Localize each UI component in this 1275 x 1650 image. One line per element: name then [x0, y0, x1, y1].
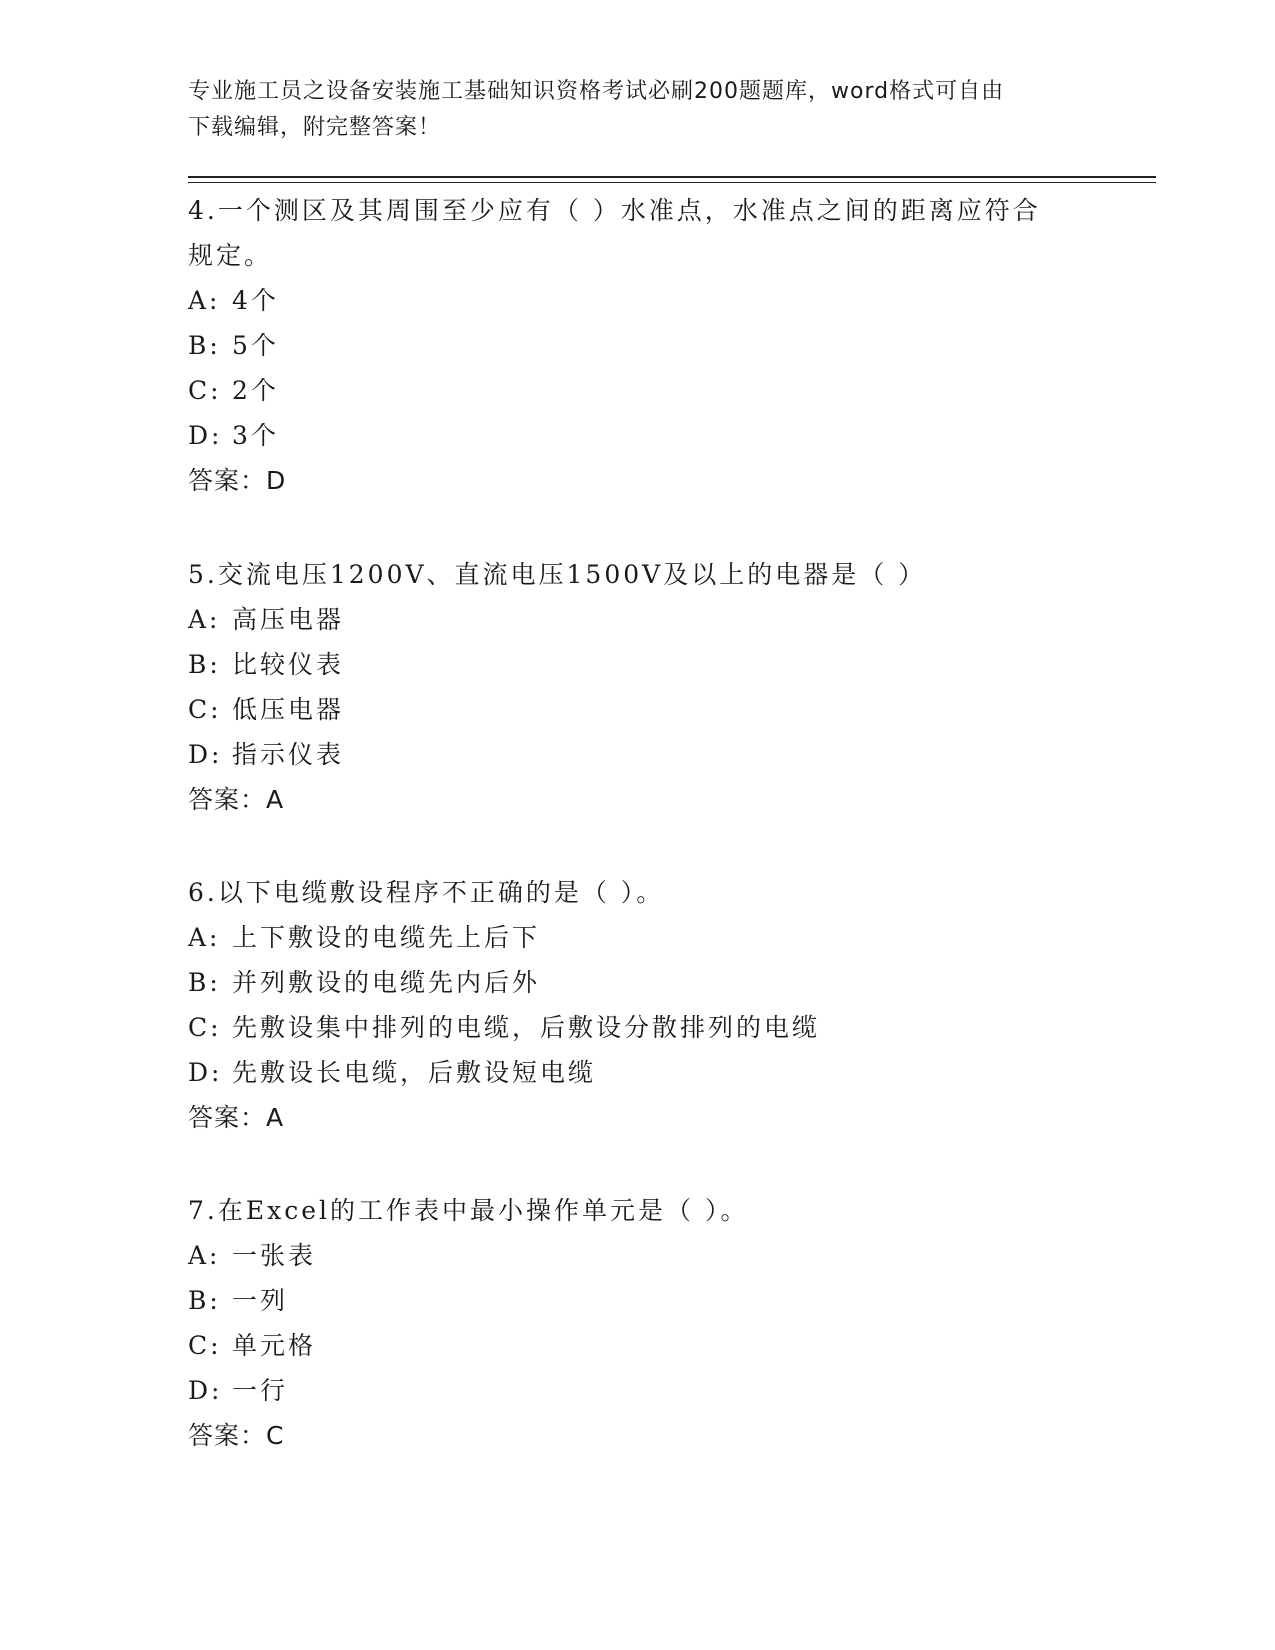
option-key: D: [188, 421, 223, 450]
option-text: 单元格 [232, 1331, 317, 1360]
option-text: 一行 [232, 1376, 289, 1405]
option-c [188, 687, 1088, 732]
option-text: 5个 [232, 331, 279, 360]
document-header [188, 74, 1088, 146]
option-d [188, 1050, 1088, 1095]
question-title-line-1: 4.一个测区及其周围至少应有（ ）水准点，水准点之间的距离应符合 [188, 196, 1041, 225]
option-c [188, 368, 1088, 413]
question-title [188, 552, 1088, 597]
option-key: D: [188, 1058, 223, 1087]
header-divider-thin [188, 182, 1156, 183]
option-key: D: [188, 740, 223, 769]
question-title-line-2: 规定。 [188, 241, 273, 270]
option-key: B: [188, 650, 221, 679]
question-title-line-1: 5.交流电压1200V、直流电压1500V及以上的电器是（ ） [188, 560, 927, 589]
question-6 [188, 870, 1088, 1141]
option-a [188, 597, 1088, 642]
option-text: 2个 [232, 376, 279, 405]
option-text: 比较仪表 [232, 650, 345, 679]
option-d [188, 732, 1088, 777]
option-text: 4个 [232, 286, 279, 315]
option-key: C: [188, 376, 222, 405]
option-key: B: [188, 968, 221, 997]
option-text: 高压电器 [232, 605, 345, 634]
option-key: A: [188, 923, 221, 952]
option-key: B: [188, 1286, 221, 1315]
question-5 [188, 552, 1088, 823]
option-key: A: [188, 286, 221, 315]
question-title [188, 1188, 1088, 1233]
option-text: 低压电器 [232, 695, 345, 724]
option-key: A: [188, 1241, 221, 1270]
header-divider-thick [188, 176, 1156, 178]
header-title-line-2: 下载编辑，附完整答案！ [188, 115, 442, 140]
option-text: 一列 [232, 1286, 289, 1315]
option-text: 一张表 [232, 1241, 317, 1270]
option-a [188, 278, 1088, 323]
option-key: C: [188, 1013, 222, 1042]
option-key: D: [188, 1376, 223, 1405]
option-text: 上下敷设的电缆先上后下 [232, 923, 541, 952]
option-key: C: [188, 1331, 222, 1360]
option-b [188, 323, 1088, 368]
option-text: 先敷设长电缆，后敷设短电缆 [232, 1058, 597, 1087]
option-text: 先敷设集中排列的电缆，后敷设分散排列的电缆 [232, 1013, 821, 1042]
question-title [188, 870, 1088, 915]
option-key: A: [188, 605, 221, 634]
option-d [188, 413, 1088, 458]
option-key: C: [188, 695, 222, 724]
header-title-line-1: 专业施工员之设备安装施工基础知识资格考试必刷200题题库，word格式可自由 [188, 79, 1005, 104]
question-title-line-1: 6.以下电缆敷设程序不正确的是（ ）。 [188, 878, 665, 907]
option-b [188, 642, 1088, 687]
option-text: 3个 [232, 421, 279, 450]
answer: 答案：A [188, 1103, 285, 1132]
option-b [188, 960, 1088, 1005]
question-7 [188, 1188, 1088, 1459]
option-a [188, 1233, 1088, 1278]
option-text: 指示仪表 [232, 740, 345, 769]
answer: 答案：C [188, 1421, 285, 1450]
option-b [188, 1278, 1088, 1323]
option-c [188, 1005, 1088, 1050]
option-key: B: [188, 331, 221, 360]
option-a [188, 915, 1088, 960]
question-title-line-1: 7.在Excel的工作表中最小操作单元是（ ）。 [188, 1196, 749, 1225]
answer: 答案：D [188, 466, 287, 495]
option-d [188, 1368, 1088, 1413]
answer: 答案：A [188, 785, 285, 814]
question-4 [188, 188, 1088, 504]
option-text: 并列敷设的电缆先内后外 [232, 968, 541, 997]
option-c [188, 1323, 1088, 1368]
question-title [188, 188, 1088, 278]
